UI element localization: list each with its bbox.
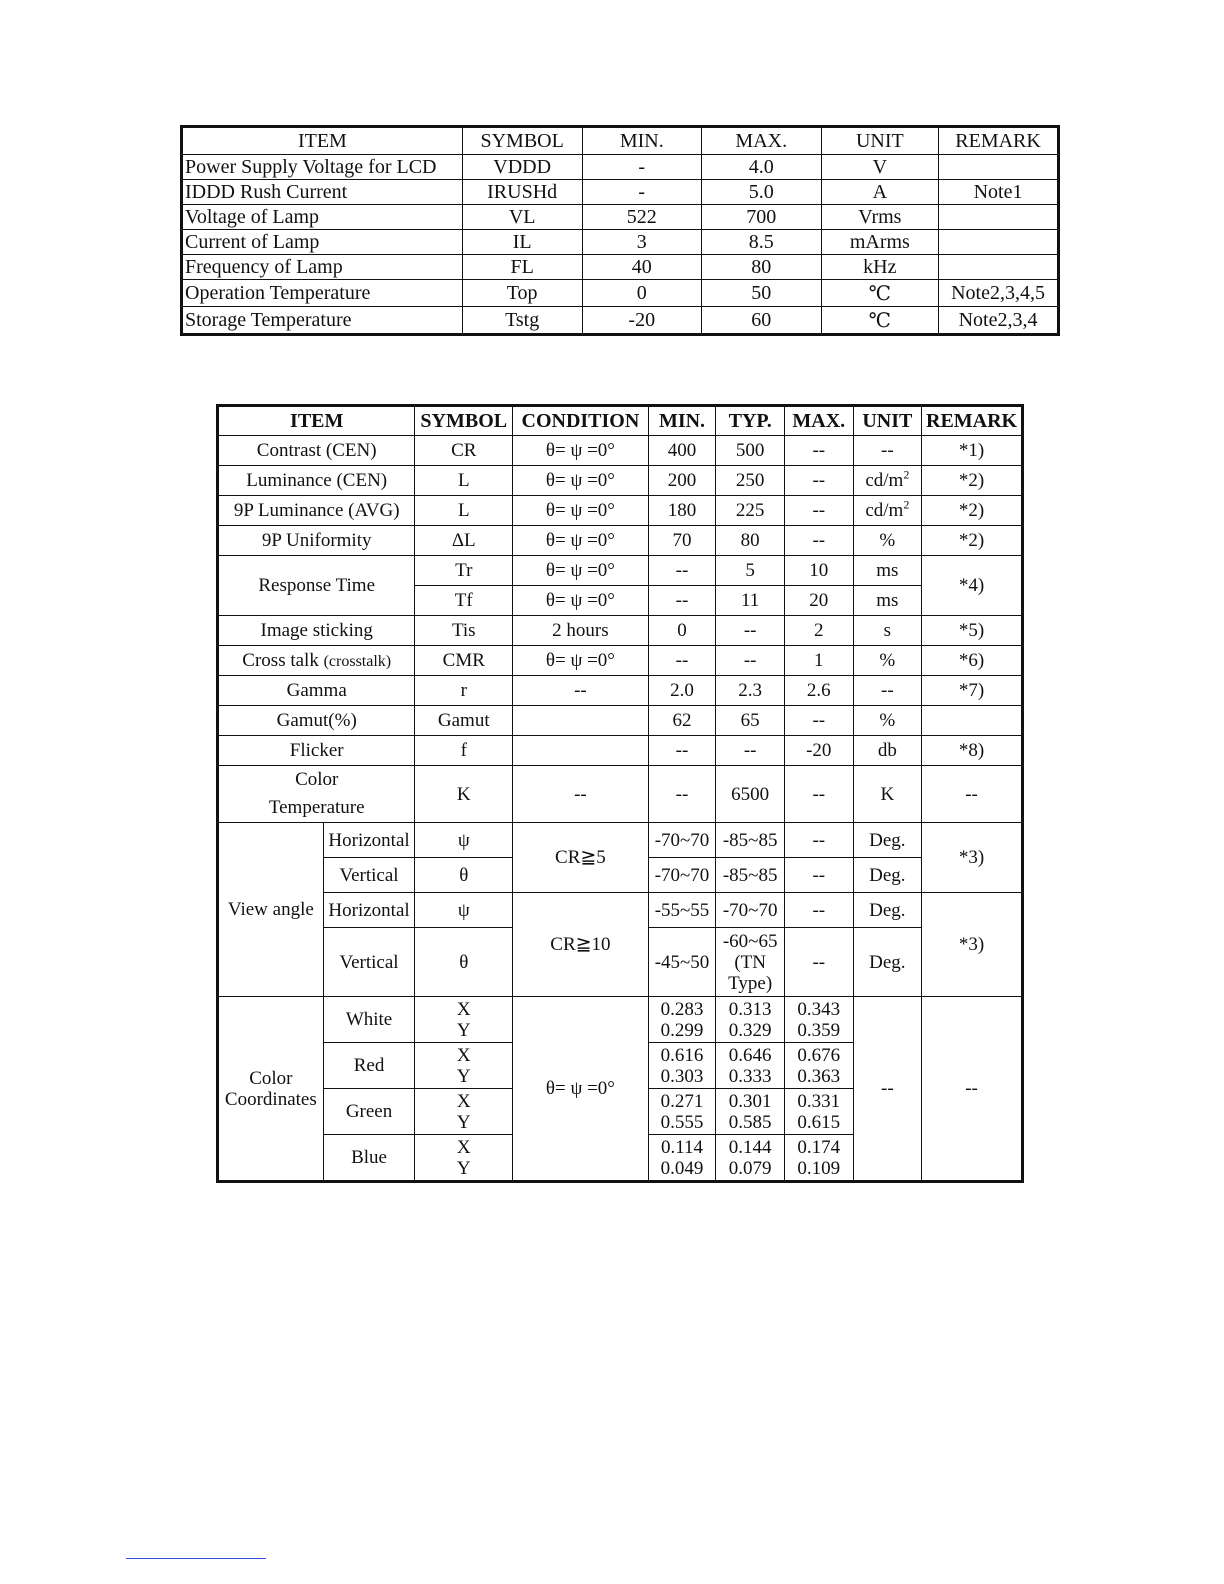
min-cell: -- [648, 766, 716, 823]
symbol-cell: L [415, 496, 513, 526]
value-x: 0.114 [660, 1136, 704, 1158]
condition-cell: θ= ψ =0° [513, 436, 649, 466]
typ-cell [716, 1043, 785, 1089]
value-y: 0.615 [797, 1111, 841, 1133]
remark-cell: *2) [922, 466, 1023, 496]
max-cell: 2 [784, 616, 853, 646]
header-symbol: SYMBOL [462, 127, 582, 155]
symbol-cell: K [415, 766, 513, 823]
condition-cell: θ= ψ =0° [513, 556, 649, 586]
symbol-cell: VDDD [462, 155, 582, 180]
color-name-cell: White [323, 997, 415, 1043]
typ-cell: 225 [716, 496, 785, 526]
unit-exponent: 2 [903, 467, 910, 482]
remark-cell: Note2,3,4 [939, 307, 1059, 335]
color-coordinates-label [218, 997, 324, 1182]
symbol-x: X [456, 1044, 471, 1066]
value-x: 0.343 [797, 998, 841, 1020]
direction-cell: Horizontal [323, 823, 415, 858]
symbol-y: Y [456, 1157, 471, 1179]
remark-cell [939, 255, 1059, 280]
value-x: 0.283 [660, 998, 704, 1020]
value-x: 0.144 [728, 1136, 772, 1158]
item-note: (crosstalk) [323, 652, 392, 670]
remark-cell [939, 205, 1059, 230]
item-cell: Voltage of Lamp [182, 205, 463, 230]
typ-cell: 80 [716, 526, 785, 556]
min-cell: -- [648, 586, 716, 616]
value-x: 0.646 [728, 1044, 772, 1066]
remark-cell: *7) [922, 676, 1023, 706]
value-y: 0.049 [660, 1157, 704, 1179]
max-cell: 10 [784, 556, 853, 586]
condition-cell: θ= ψ =0° [513, 496, 649, 526]
remark-cell: *1) [922, 436, 1023, 466]
typ-line-1: -60~65 [722, 930, 778, 952]
item-cell: Contrast (CEN) [218, 436, 415, 466]
table-row [182, 230, 1059, 255]
unit-cell: -- [853, 997, 922, 1182]
value-x: 0.331 [797, 1090, 841, 1112]
header-unit: UNIT [853, 406, 922, 436]
color-name-cell: Green [323, 1089, 415, 1135]
table-row [218, 466, 1023, 496]
min-cell: 400 [648, 436, 716, 466]
min-cell: 0 [582, 280, 701, 307]
symbol-y: Y [456, 1111, 471, 1133]
header-min: MIN. [648, 406, 716, 436]
min-cell: -- [648, 646, 716, 676]
max-cell: 20 [784, 586, 853, 616]
optical-characteristics-table [216, 404, 1024, 1183]
min-cell: 180 [648, 496, 716, 526]
symbol-cell: L [415, 466, 513, 496]
typ-cell: -- [716, 616, 785, 646]
value-y: 0.363 [797, 1065, 841, 1087]
max-cell: 60 [702, 307, 822, 335]
header-item: ITEM [182, 127, 463, 155]
item-line-2: Temperature [268, 797, 365, 818]
symbol-cell: Tr [415, 556, 513, 586]
absolute-ratings-table [180, 125, 1060, 336]
symbol-cell: Gamut [415, 706, 513, 736]
header-max: MAX. [784, 406, 853, 436]
table-row [182, 180, 1059, 205]
item-cell: Operation Temperature [182, 280, 463, 307]
typ-cell: -- [716, 736, 785, 766]
min-cell: 0 [648, 616, 716, 646]
min-cell: -70~70 [648, 858, 716, 893]
unit-cell: % [853, 706, 922, 736]
symbol-x: X [456, 1136, 471, 1158]
table-row [218, 436, 1023, 466]
max-cell: -- [784, 526, 853, 556]
symbol-y: Y [456, 1065, 471, 1087]
remark-cell [939, 230, 1059, 255]
unit-cell: mArms [821, 230, 939, 255]
table-row [182, 155, 1059, 180]
typ-cell: 5 [716, 556, 785, 586]
unit-cell: ms [853, 556, 922, 586]
table-header-row [218, 406, 1023, 436]
max-cell: -- [784, 766, 853, 823]
header-remark: REMARK [922, 406, 1023, 436]
typ-cell: 250 [716, 466, 785, 496]
max-cell: 50 [702, 280, 822, 307]
item-cell [218, 766, 415, 823]
typ-cell [716, 928, 785, 997]
unit-cell: db [853, 736, 922, 766]
item-cell: Response Time [218, 556, 415, 616]
min-cell: -- [648, 556, 716, 586]
typ-cell: 2.3 [716, 676, 785, 706]
min-cell [648, 1135, 716, 1182]
min-cell: 70 [648, 526, 716, 556]
max-cell [784, 997, 853, 1043]
min-cell [648, 997, 716, 1043]
symbol-cell [415, 1089, 513, 1135]
value-y: 0.333 [728, 1065, 772, 1087]
max-cell: 80 [702, 255, 822, 280]
symbol-cell: Tis [415, 616, 513, 646]
item-text: Cross talk [242, 649, 319, 671]
table-row [218, 893, 1023, 928]
unit-cell: -- [853, 676, 922, 706]
header-symbol: SYMBOL [415, 406, 513, 436]
unit-cell: % [853, 646, 922, 676]
table-row [218, 616, 1023, 646]
symbol-cell [415, 997, 513, 1043]
value-x: 0.271 [660, 1090, 704, 1112]
table-row [218, 646, 1023, 676]
max-cell [784, 1043, 853, 1089]
unit-cell: kHz [821, 255, 939, 280]
unit-cell: K [853, 766, 922, 823]
min-cell: 40 [582, 255, 701, 280]
unit-cell: ℃ [821, 280, 939, 307]
unit-cell: Deg. [853, 858, 922, 893]
item-cell: Luminance (CEN) [218, 466, 415, 496]
symbol-cell: IL [462, 230, 582, 255]
max-cell: 4.0 [702, 155, 822, 180]
typ-cell [716, 997, 785, 1043]
symbol-cell: Tstg [462, 307, 582, 335]
view-angle-label: View angle [218, 823, 324, 997]
value-x: 0.616 [660, 1044, 704, 1066]
value-x: 0.676 [797, 1044, 841, 1066]
typ-cell: 65 [716, 706, 785, 736]
item-cell: 9P Uniformity [218, 526, 415, 556]
condition-cell: θ= ψ =0° [513, 997, 649, 1182]
item-cell: IDDD Rush Current [182, 180, 463, 205]
max-cell [784, 1089, 853, 1135]
symbol-cell: ΔL [415, 526, 513, 556]
condition-cell: θ= ψ =0° [513, 586, 649, 616]
condition-cell: CR≧5 [513, 823, 649, 893]
header-max: MAX. [702, 127, 822, 155]
min-cell: 2.0 [648, 676, 716, 706]
symbol-cell: IRUSHd [462, 180, 582, 205]
symbol-y: Y [456, 1019, 471, 1041]
max-cell: -- [784, 928, 853, 997]
max-cell: 1 [784, 646, 853, 676]
value-x: 0.313 [728, 998, 772, 1020]
unit-cell: -- [853, 436, 922, 466]
max-cell: -- [784, 436, 853, 466]
unit-cell: Vrms [821, 205, 939, 230]
typ-cell: -85~85 [716, 858, 785, 893]
min-cell: 3 [582, 230, 701, 255]
min-cell: 62 [648, 706, 716, 736]
min-cell: 200 [648, 466, 716, 496]
max-cell: -- [784, 823, 853, 858]
item-cell: Power Supply Voltage for LCD [182, 155, 463, 180]
symbol-cell [415, 1043, 513, 1089]
item-line-1: Color [295, 769, 339, 790]
unit-cell: s [853, 616, 922, 646]
max-cell: 2.6 [784, 676, 853, 706]
unit-cell: % [853, 526, 922, 556]
remark-cell: *2) [922, 526, 1023, 556]
min-cell: -55~55 [648, 893, 716, 928]
typ-cell [716, 1089, 785, 1135]
table-header-row [182, 127, 1059, 155]
unit-cell: Deg. [853, 823, 922, 858]
max-cell: -- [784, 706, 853, 736]
min-cell: - [582, 155, 701, 180]
unit-cell: A [821, 180, 939, 205]
direction-cell: Vertical [323, 928, 415, 997]
symbol-cell: θ [415, 928, 513, 997]
symbol-x: X [456, 998, 471, 1020]
remark-cell: Note1 [939, 180, 1059, 205]
table-row [218, 556, 1023, 586]
header-unit: UNIT [821, 127, 939, 155]
unit-cell: V [821, 155, 939, 180]
table-row [218, 496, 1023, 526]
min-cell: -45~50 [648, 928, 716, 997]
header-remark: REMARK [939, 127, 1059, 155]
remark-cell: *2) [922, 496, 1023, 526]
item-cell: Storage Temperature [182, 307, 463, 335]
unit-exponent: 2 [903, 497, 910, 512]
table-row [218, 736, 1023, 766]
typ-line-2: (TN [734, 951, 766, 973]
unit-text: cd/m [865, 470, 904, 491]
min-cell [648, 1043, 716, 1089]
value-x: 0.174 [797, 1136, 841, 1158]
condition-cell [513, 736, 649, 766]
typ-line-3: Type) [728, 972, 773, 994]
min-cell: -20 [582, 307, 701, 335]
condition-cell: θ= ψ =0° [513, 646, 649, 676]
symbol-cell: CMR [415, 646, 513, 676]
symbol-x: X [456, 1090, 471, 1112]
remark-cell: Note2,3,4,5 [939, 280, 1059, 307]
symbol-cell: f [415, 736, 513, 766]
remark-cell: *5) [922, 616, 1023, 646]
max-cell: -- [784, 893, 853, 928]
header-typ: TYP. [716, 406, 785, 436]
typ-cell: -85~85 [716, 823, 785, 858]
value-y: 0.359 [797, 1019, 841, 1041]
value-y: 0.555 [660, 1111, 704, 1133]
min-cell [648, 1089, 716, 1135]
table-row [218, 766, 1023, 823]
max-cell: -- [784, 858, 853, 893]
condition-cell: CR≧10 [513, 893, 649, 997]
unit-cell [853, 466, 922, 496]
direction-cell: Horizontal [323, 893, 415, 928]
condition-cell: -- [513, 766, 649, 823]
header-item: ITEM [218, 406, 415, 436]
label-line-1: Color [249, 1067, 293, 1089]
value-y: 0.109 [797, 1157, 841, 1179]
item-cell: Frequency of Lamp [182, 255, 463, 280]
item-cell: Flicker [218, 736, 415, 766]
symbol-cell: θ [415, 858, 513, 893]
unit-cell: ms [853, 586, 922, 616]
value-y: 0.585 [728, 1111, 772, 1133]
table-row [218, 676, 1023, 706]
min-cell: -- [648, 736, 716, 766]
table-row [218, 526, 1023, 556]
typ-cell: 11 [716, 586, 785, 616]
table-row [182, 307, 1059, 335]
max-cell: -20 [784, 736, 853, 766]
table-row [218, 997, 1023, 1043]
footnote-divider [126, 1558, 266, 1559]
typ-cell: 6500 [716, 766, 785, 823]
item-cell: Gamut(%) [218, 706, 415, 736]
remark-cell: *6) [922, 646, 1023, 676]
symbol-cell: CR [415, 436, 513, 466]
typ-cell: -70~70 [716, 893, 785, 928]
symbol-cell: ψ [415, 893, 513, 928]
table-row [182, 205, 1059, 230]
unit-text: cd/m [865, 500, 904, 521]
direction-cell: Vertical [323, 858, 415, 893]
symbol-cell: r [415, 676, 513, 706]
typ-cell: 500 [716, 436, 785, 466]
item-cell: Current of Lamp [182, 230, 463, 255]
max-cell: 8.5 [702, 230, 822, 255]
item-cell: 9P Luminance (AVG) [218, 496, 415, 526]
symbol-cell: VL [462, 205, 582, 230]
value-y: 0.079 [728, 1157, 772, 1179]
symbol-cell: Tf [415, 586, 513, 616]
typ-cell: -- [716, 646, 785, 676]
remark-cell: *3) [922, 823, 1023, 893]
remark-cell: -- [922, 997, 1023, 1182]
remark-cell [939, 155, 1059, 180]
value-y: 0.303 [660, 1065, 704, 1087]
remark-cell: -- [922, 766, 1023, 823]
remark-cell: *4) [922, 556, 1023, 616]
max-cell: 5.0 [702, 180, 822, 205]
unit-cell: ℃ [821, 307, 939, 335]
max-cell: -- [784, 466, 853, 496]
value-y: 0.329 [728, 1019, 772, 1041]
symbol-cell [415, 1135, 513, 1182]
table-row [182, 255, 1059, 280]
value-y: 0.299 [660, 1019, 704, 1041]
remark-cell: *8) [922, 736, 1023, 766]
max-cell [784, 1135, 853, 1182]
table-row [218, 706, 1023, 736]
remark-cell [922, 706, 1023, 736]
color-name-cell: Blue [323, 1135, 415, 1182]
condition-cell [513, 706, 649, 736]
label-line-2: Coordinates [224, 1088, 317, 1110]
condition-cell: θ= ψ =0° [513, 526, 649, 556]
max-cell: 700 [702, 205, 822, 230]
item-cell: Gamma [218, 676, 415, 706]
unit-cell: Deg. [853, 893, 922, 928]
header-condition: CONDITION [513, 406, 649, 436]
typ-cell [716, 1135, 785, 1182]
max-cell: -- [784, 496, 853, 526]
color-name-cell: Red [323, 1043, 415, 1089]
table-row [182, 280, 1059, 307]
unit-cell: Deg. [853, 928, 922, 997]
min-cell: 522 [582, 205, 701, 230]
header-min: MIN. [582, 127, 701, 155]
symbol-cell: FL [462, 255, 582, 280]
condition-cell: -- [513, 676, 649, 706]
item-cell: Image sticking [218, 616, 415, 646]
table-row [218, 823, 1023, 858]
condition-cell: θ= ψ =0° [513, 466, 649, 496]
symbol-cell: Top [462, 280, 582, 307]
unit-cell [853, 496, 922, 526]
item-cell [218, 646, 415, 676]
symbol-cell: ψ [415, 823, 513, 858]
value-x: 0.301 [728, 1090, 772, 1112]
remark-cell: *3) [922, 893, 1023, 997]
min-cell: - [582, 180, 701, 205]
min-cell: -70~70 [648, 823, 716, 858]
condition-cell: 2 hours [513, 616, 649, 646]
